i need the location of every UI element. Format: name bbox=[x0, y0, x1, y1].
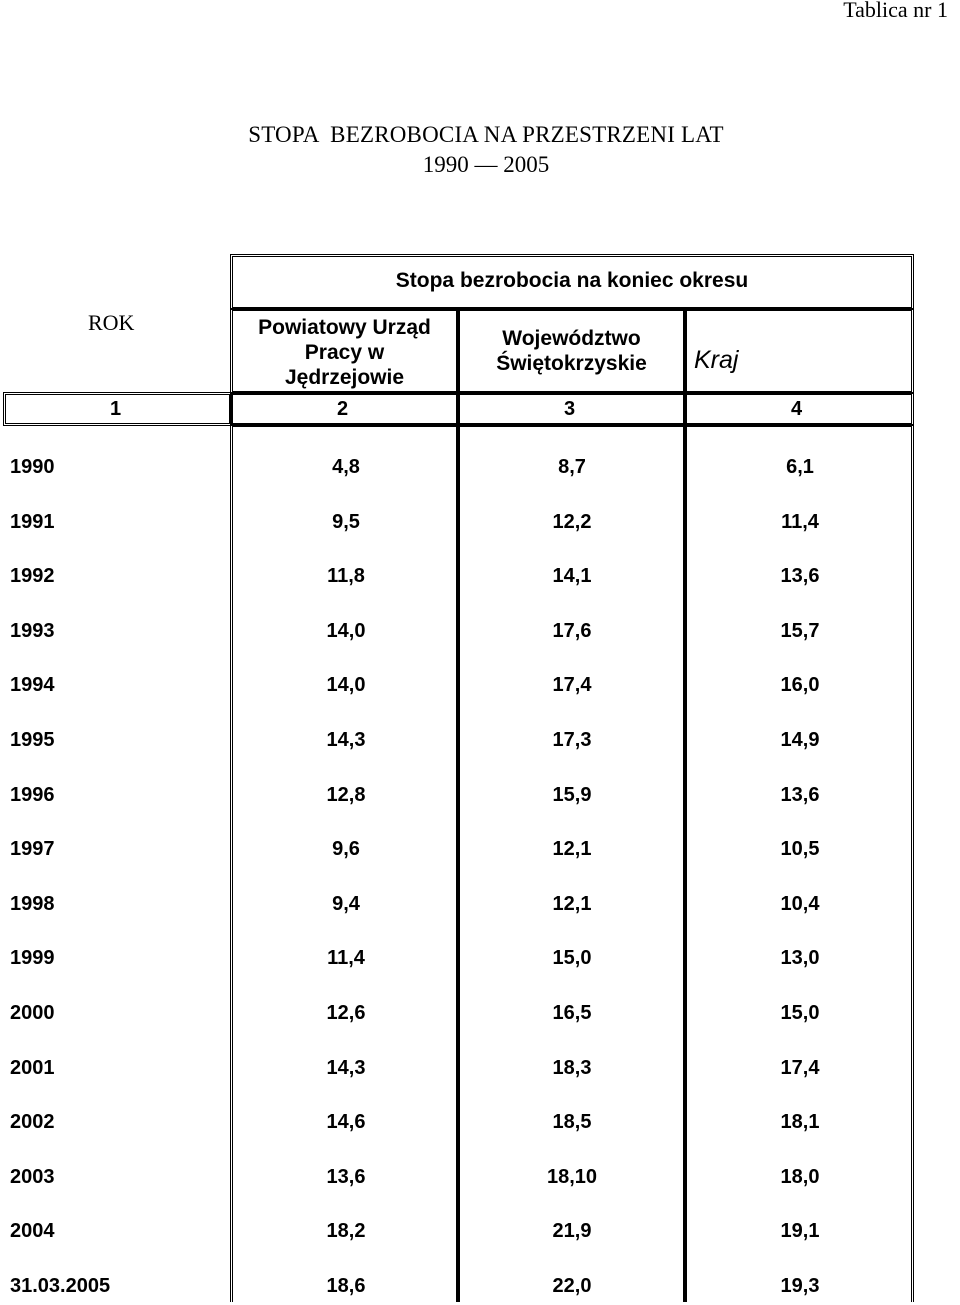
year-cell: 1994 bbox=[10, 674, 55, 697]
woj-value-cell: 17,4 bbox=[552, 674, 592, 697]
pup-value-cell: 18,6 bbox=[326, 1275, 366, 1297]
column-number-2: 2 bbox=[337, 398, 349, 420]
kraj-value-cell: 14,9 bbox=[780, 729, 820, 751]
kraj-value-cell: 17,4 bbox=[780, 1056, 820, 1079]
woj-value-cell: 18,3 bbox=[552, 1056, 592, 1079]
table-row bbox=[0, 729, 960, 759]
header-woj-line1: Województwo bbox=[502, 327, 641, 350]
table-row bbox=[0, 1002, 960, 1032]
table-row bbox=[0, 784, 960, 814]
woj-value-cell: 17,6 bbox=[552, 619, 592, 642]
table-row bbox=[0, 674, 960, 704]
kraj-value-cell: 11,4 bbox=[781, 510, 819, 533]
kraj-value-cell: 19,1 bbox=[780, 1220, 820, 1243]
table-row bbox=[0, 511, 960, 541]
pup-value-cell: 11,4 bbox=[327, 947, 365, 970]
year-cell: 1999 bbox=[10, 947, 55, 970]
header-woj-line2: Świętokrzyskie bbox=[496, 352, 647, 375]
year-cell: 2002 bbox=[10, 1111, 55, 1134]
table-row bbox=[0, 1220, 960, 1250]
kraj-value-cell: 16,0 bbox=[780, 674, 820, 697]
header-pup-line3: Jędrzejowie bbox=[284, 366, 405, 389]
table-row bbox=[0, 565, 960, 595]
year-cell: 2003 bbox=[10, 1165, 55, 1188]
year-cell: 2004 bbox=[10, 1220, 55, 1243]
table-row bbox=[0, 1275, 960, 1305]
pup-value-cell: 9,5 bbox=[332, 510, 360, 533]
table-row bbox=[0, 1111, 960, 1141]
table-row bbox=[0, 893, 960, 923]
year-cell: 1992 bbox=[10, 565, 55, 588]
kraj-value-cell: 18,0 bbox=[780, 1165, 820, 1188]
woj-value-cell: 12,2 bbox=[552, 510, 592, 533]
pup-value-cell: 13,6 bbox=[326, 1165, 366, 1188]
woj-value-cell: 16,5 bbox=[552, 1002, 592, 1024]
year-cell: 2001 bbox=[10, 1056, 55, 1079]
header-pup-line1: Powiatowy Urząd bbox=[258, 316, 431, 339]
document-subtitle-years: 1990 — 2005 bbox=[422, 152, 550, 177]
pup-value-cell: 4,8 bbox=[332, 456, 360, 478]
table-row bbox=[0, 1166, 960, 1196]
header-pup-line2: Pracy w bbox=[304, 341, 385, 364]
kraj-value-cell: 13,0 bbox=[780, 947, 820, 970]
year-cell: 1990 bbox=[10, 456, 55, 478]
pup-value-cell: 14,0 bbox=[326, 619, 366, 642]
woj-value-cell: 17,3 bbox=[552, 729, 592, 751]
year-cell: 1997 bbox=[10, 838, 55, 861]
woj-value-cell: 14,1 bbox=[552, 565, 592, 588]
header-kraj-title: Kraj bbox=[694, 346, 739, 374]
kraj-value-cell: 18,1 bbox=[780, 1111, 820, 1134]
table-number-label: Tablica nr 1 bbox=[843, 0, 948, 22]
kraj-value-cell: 13,6 bbox=[780, 783, 820, 806]
pup-value-cell: 11,8 bbox=[327, 565, 365, 588]
column-number-4: 4 bbox=[791, 398, 803, 420]
kraj-value-cell: 13,6 bbox=[780, 565, 820, 588]
table-row bbox=[0, 838, 960, 868]
kraj-value-cell: 10,4 bbox=[780, 892, 820, 915]
kraj-value-cell: 15,0 bbox=[780, 1002, 820, 1024]
woj-value-cell: 22,0 bbox=[552, 1275, 592, 1297]
woj-value-cell: 15,0 bbox=[552, 947, 592, 970]
woj-value-cell: 18,10 bbox=[546, 1165, 598, 1188]
pup-value-cell: 14,6 bbox=[326, 1111, 366, 1134]
year-cell: 31.03.2005 bbox=[10, 1275, 111, 1297]
table-row bbox=[0, 947, 960, 977]
woj-value-cell: 21,9 bbox=[552, 1220, 592, 1243]
pup-value-cell: 18,2 bbox=[326, 1220, 366, 1243]
table-row bbox=[0, 620, 960, 650]
header-rok: ROK bbox=[88, 310, 135, 335]
pup-value-cell: 14,3 bbox=[326, 1056, 366, 1079]
year-cell: 1991 bbox=[10, 510, 55, 533]
header-woj-title bbox=[459, 326, 684, 376]
year-cell: 1996 bbox=[10, 783, 55, 806]
woj-value-cell: 8,7 bbox=[558, 456, 586, 478]
kraj-value-cell: 10,5 bbox=[780, 838, 820, 861]
year-cell: 2000 bbox=[10, 1002, 55, 1024]
woj-value-cell: 12,1 bbox=[552, 892, 592, 915]
year-cell: 1998 bbox=[10, 892, 55, 915]
pup-value-cell: 12,8 bbox=[326, 783, 366, 806]
pup-value-cell: 12,6 bbox=[326, 1002, 366, 1024]
woj-value-cell: 15,9 bbox=[552, 783, 592, 806]
table-row bbox=[0, 1057, 960, 1087]
document-title: STOPA BEZROBOCIA NA PRZESTRZENI LAT bbox=[248, 122, 724, 147]
woj-value-cell: 18,5 bbox=[552, 1111, 592, 1134]
header-group-title: Stopa bezrobocia na koniec okresu bbox=[395, 269, 749, 292]
kraj-value-cell: 15,7 bbox=[780, 619, 820, 642]
column-number-3: 3 bbox=[564, 398, 576, 420]
pup-value-cell: 14,0 bbox=[326, 674, 366, 697]
pup-value-cell: 14,3 bbox=[326, 729, 366, 751]
table-row bbox=[0, 456, 960, 486]
kraj-value-cell: 19,3 bbox=[780, 1275, 820, 1297]
header-pup-title bbox=[232, 315, 457, 390]
woj-value-cell: 12,1 bbox=[552, 838, 592, 861]
year-cell: 1995 bbox=[10, 729, 55, 751]
kraj-value-cell: 6,1 bbox=[786, 456, 814, 478]
pup-value-cell: 9,4 bbox=[332, 892, 360, 915]
year-cell: 1993 bbox=[10, 619, 55, 642]
pup-value-cell: 9,6 bbox=[332, 838, 360, 861]
column-number-1: 1 bbox=[110, 398, 122, 420]
